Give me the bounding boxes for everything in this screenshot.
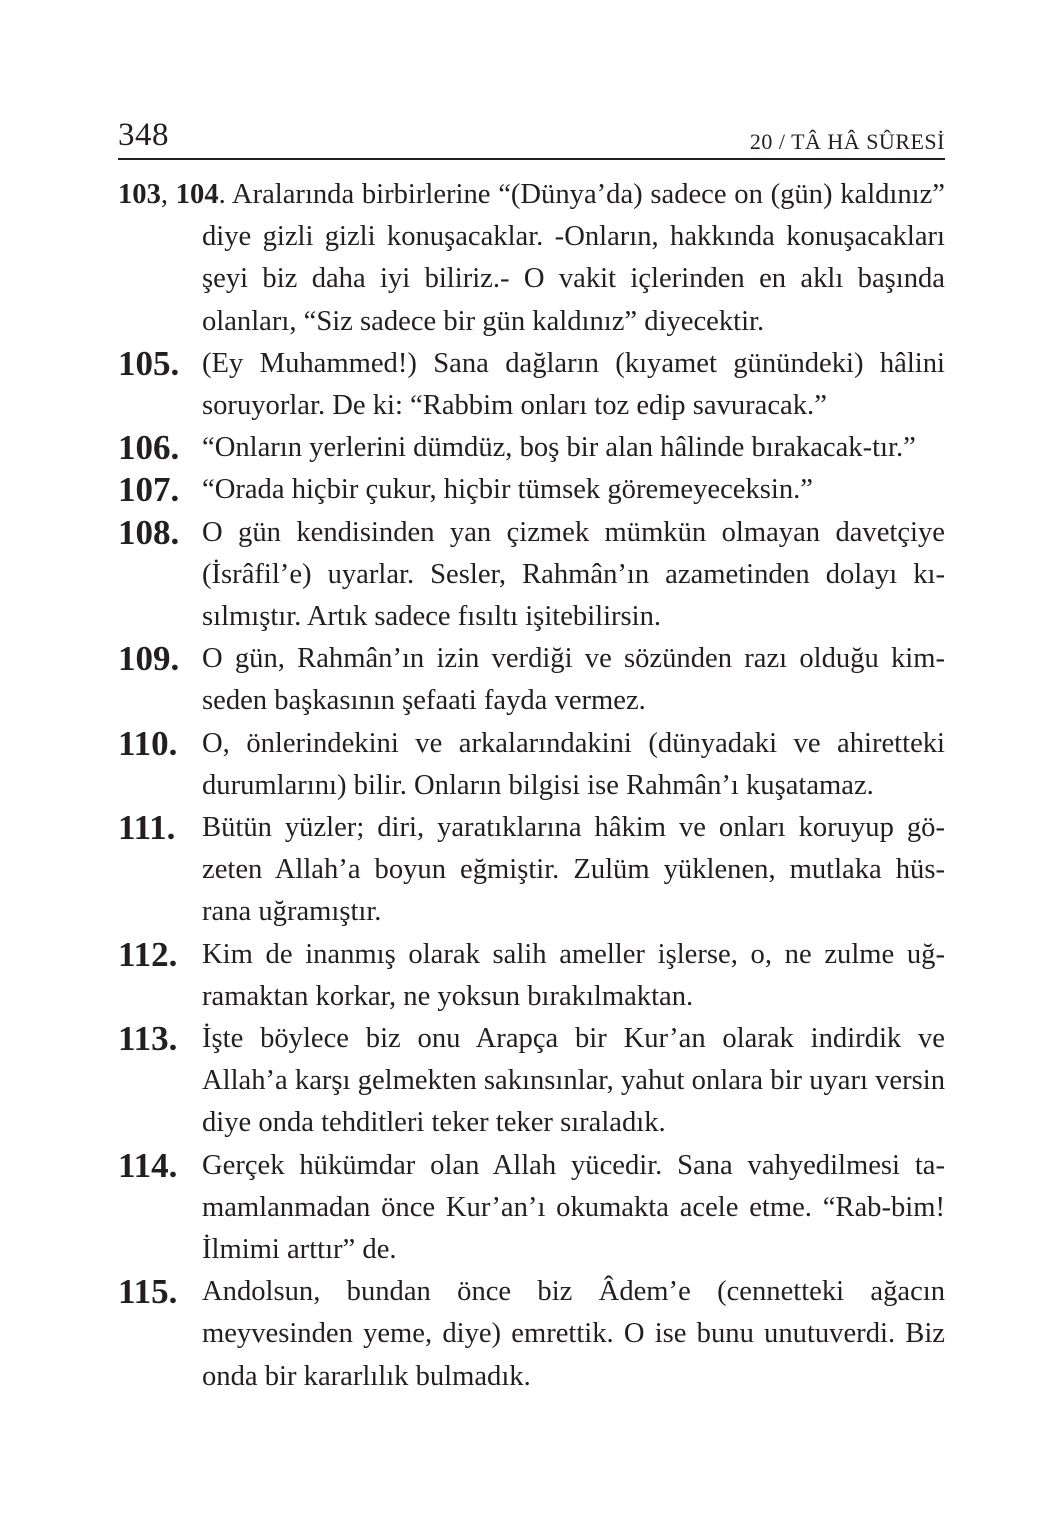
verse-text: (Ey Muhammed!) Sana dağların (kıyamet günündeki) hâlini soruyorlar. De ki: “Rabbim onları toz edip savuracak.” [202,347,945,422]
verse-103-104 [118,174,945,343]
verse-text: O gün kendisinden yan çizmek mümkün olmayan davetçiye (İsrâfil’e) uyarlar. Sesler, Rahmân’ın azametinden dolayı kı-sılmıştır. Artık sadece fısıltı işitebilirsin. [202,516,945,633]
verse-110 [118,723,945,807]
verse-text: Gerçek hükümdar olan Allah yücedir. Sana vahyedilmesi ta-mamlanmadan önce Kur’an’ı okumakta acele etme. “Rab-bim! İlmimi arttır” de. [202,1149,945,1266]
page-number: 348 [118,117,169,153]
verse-109 [118,638,945,722]
verse-107 [118,469,945,511]
verse-text: İşte böylece biz onu Arapça bir Kur’an olarak indirdik ve Allah’a karşı gelmekten sakınsınlar, yahut onlara bir uyarı versin diye onda tehditleri teker teker sıraladık. [202,1023,945,1139]
verse-number: 109. [118,639,180,679]
verse-106 [118,427,945,469]
verse-text: “Orada hiçbir çukur, hiçbir tümsek göremeyeceksin.” [202,474,813,506]
verse-text: Bütün yüzler; diri, yaratıklarına hâkim ve onları koruyup gö-zeten Allah’a boyun eğmiştir. Zulüm yüklenen, mutlaka hüs-rana uğramıştır. [202,812,945,928]
verse-111 [118,807,945,934]
verse-number: 112. [118,934,178,974]
verse-114 [118,1145,945,1272]
verse-text: O gün, Rahmân’ın izin verdiği ve sözünden razı olduğu kim-seden başkasının şefaati fayda vermez. [202,643,945,717]
book-page [118,110,945,1398]
verse-number: 105. [118,343,180,383]
verse-list [118,174,945,1398]
verse-number: 106. [118,428,180,468]
verse-number-separator: , [160,179,176,210]
verse-text: “Onların yerlerini dümdüz, boş bir alan hâlinde bırakacak-tır.” [202,432,916,464]
surah-title: 20 / TÂ HÂ SÛRESİ [749,129,945,154]
verse-text: Andolsun, bundan önce biz Âdem’e (cennetteki ağacın meyvesinden yeme, diye) emrettik. O ise bunu unutuverdi. Biz onda bir kararlılık bulmadık. [202,1276,945,1392]
verse-number: 111. [118,808,176,848]
verse-115 [118,1271,945,1398]
verse-number: 108. [118,512,180,552]
verse-112 [118,934,945,1018]
verse-number: 115. [118,1272,178,1312]
verse-number: 107. [118,470,180,510]
verse-text: Aralarında birbirlerine “(Dünya’da) sadece on (gün) kaldınız” diye gizli gizli konuşacaklar. -Onların, hakkında konuşacakları şeyi biz daha iyi biliriz.- O vakit içlerinden en aklı başında olanları, “Siz sadece bir gün kaldınız” diyecektir. [202,179,945,337]
verse-number: 114. [118,1145,178,1185]
verse-number-dot: . [218,179,232,210]
verse-105 [118,343,945,427]
verse-number: 110. [118,723,178,763]
verse-113 [118,1018,945,1145]
page-header [118,110,945,160]
verse-text: O, önlerindekini ve arkalarındakini (dünyadaki ve ahiretteki durumlarını) bilir. Onların bilgisi ise Rahmân’ı kuşatamaz. [202,727,945,801]
verse-108 [118,512,945,639]
verse-text: Kim de inanmış olarak salih ameller işlerse, o, ne zulme uğ-ramaktan korkar, ne yoksun bırakılmaktan. [202,938,945,1012]
verse-number: 104 [175,179,219,210]
verse-number: 113. [118,1019,178,1059]
verse-number: 103 [118,179,161,210]
